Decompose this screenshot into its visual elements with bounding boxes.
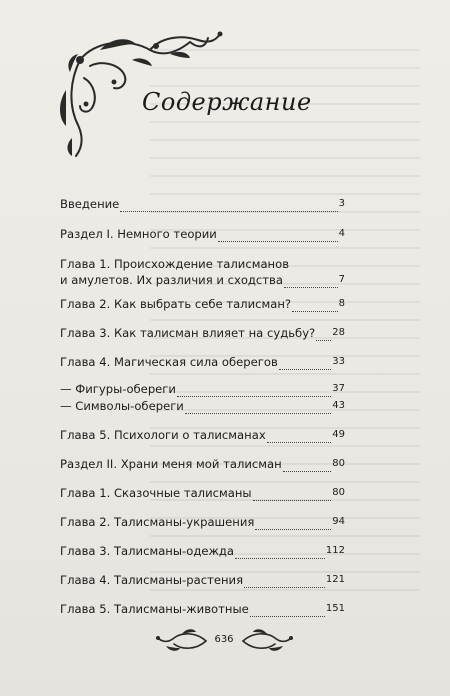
toc-page-number: 80 bbox=[332, 458, 345, 469]
toc-page-number: 49 bbox=[332, 429, 345, 440]
page-number: 636 bbox=[214, 634, 234, 645]
dot-leader bbox=[267, 430, 332, 443]
toc-entry[interactable] bbox=[60, 543, 345, 559]
toc-entry[interactable] bbox=[60, 485, 345, 501]
toc-entry-title: Глава 3. Как талисман влияет на судьбу? bbox=[60, 326, 316, 340]
toc-entry[interactable] bbox=[60, 381, 345, 397]
dot-leader bbox=[244, 575, 325, 588]
toc-entry[interactable] bbox=[60, 601, 345, 617]
dot-leader bbox=[185, 401, 331, 414]
toc-page-number: 7 bbox=[338, 274, 345, 285]
dot-leader bbox=[255, 517, 331, 530]
toc-entry[interactable] bbox=[60, 398, 345, 414]
toc-page-number: 28 bbox=[332, 327, 345, 338]
toc-entry-title: Раздел II. Храни меня мой талисман bbox=[60, 457, 282, 471]
toc-entry-title-line1: Глава 1. Происхождение талисманов bbox=[60, 257, 290, 271]
toc-entry-title: — Символы-обереги bbox=[60, 399, 184, 413]
toc-entry[interactable] bbox=[60, 572, 345, 588]
toc-entry[interactable] bbox=[60, 514, 345, 530]
toc-entry[interactable] bbox=[60, 456, 345, 472]
toc-entry-title: Глава 5. Психологи о талисманах bbox=[60, 428, 266, 442]
toc-entry-title: Глава 2. Как выбрать себе талисман? bbox=[60, 297, 292, 311]
dot-leader bbox=[253, 488, 332, 501]
toc-entry[interactable] bbox=[60, 226, 345, 242]
toc-entry-title: Глава 4. Магическая сила оберегов bbox=[60, 355, 278, 369]
toc-page-number: 3 bbox=[338, 198, 345, 209]
toc-entry-title: Глава 2. Талисманы-украшения bbox=[60, 515, 255, 529]
toc-page-number: 121 bbox=[325, 574, 345, 585]
toc-entry-title: Глава 1. Сказочные талисманы bbox=[60, 486, 252, 500]
toc-entry-title: Глава 3. Талисманы-одежда bbox=[60, 544, 235, 558]
toc-entry[interactable] bbox=[60, 427, 345, 443]
dot-leader bbox=[316, 328, 331, 341]
toc-entry-title: Раздел I. Немного теории bbox=[60, 227, 217, 241]
dot-leader bbox=[279, 357, 331, 370]
dot-leader bbox=[283, 459, 332, 472]
toc-entry-title-line2: и амулетов. Их различия и сходства bbox=[60, 273, 283, 287]
toc-page-number: 4 bbox=[338, 228, 345, 239]
dot-leader bbox=[235, 546, 325, 559]
dot-leader bbox=[120, 199, 337, 212]
toc-entry-title: Глава 4. Талисманы-растения bbox=[60, 573, 244, 587]
toc-entry-title: Введение bbox=[60, 197, 120, 211]
dot-leader bbox=[292, 299, 338, 312]
toc-entry[interactable] bbox=[60, 296, 345, 312]
toc-entry[interactable] bbox=[60, 354, 345, 370]
toc-page-number: 94 bbox=[332, 516, 345, 527]
toc-page-number: 112 bbox=[325, 545, 345, 556]
toc-page-number: 8 bbox=[338, 298, 345, 309]
dot-leader bbox=[250, 604, 325, 617]
toc-entry-title: Глава 5. Талисманы-животные bbox=[60, 602, 249, 616]
toc-page-number: 80 bbox=[332, 487, 345, 498]
dot-leader bbox=[218, 229, 338, 242]
toc-entry[interactable] bbox=[60, 325, 345, 341]
dot-leader bbox=[284, 275, 338, 288]
toc-page-number: 37 bbox=[332, 383, 345, 394]
toc-page-number: 43 bbox=[332, 400, 345, 411]
page-title: Содержание bbox=[142, 88, 312, 116]
toc-entry[interactable] bbox=[60, 256, 345, 288]
toc-page-number: 151 bbox=[325, 603, 345, 614]
toc-entry[interactable] bbox=[60, 196, 345, 212]
toc-page-number: 33 bbox=[332, 356, 345, 367]
toc-entry-title: — Фигуры-обереги bbox=[60, 382, 176, 396]
dot-leader bbox=[177, 384, 331, 397]
